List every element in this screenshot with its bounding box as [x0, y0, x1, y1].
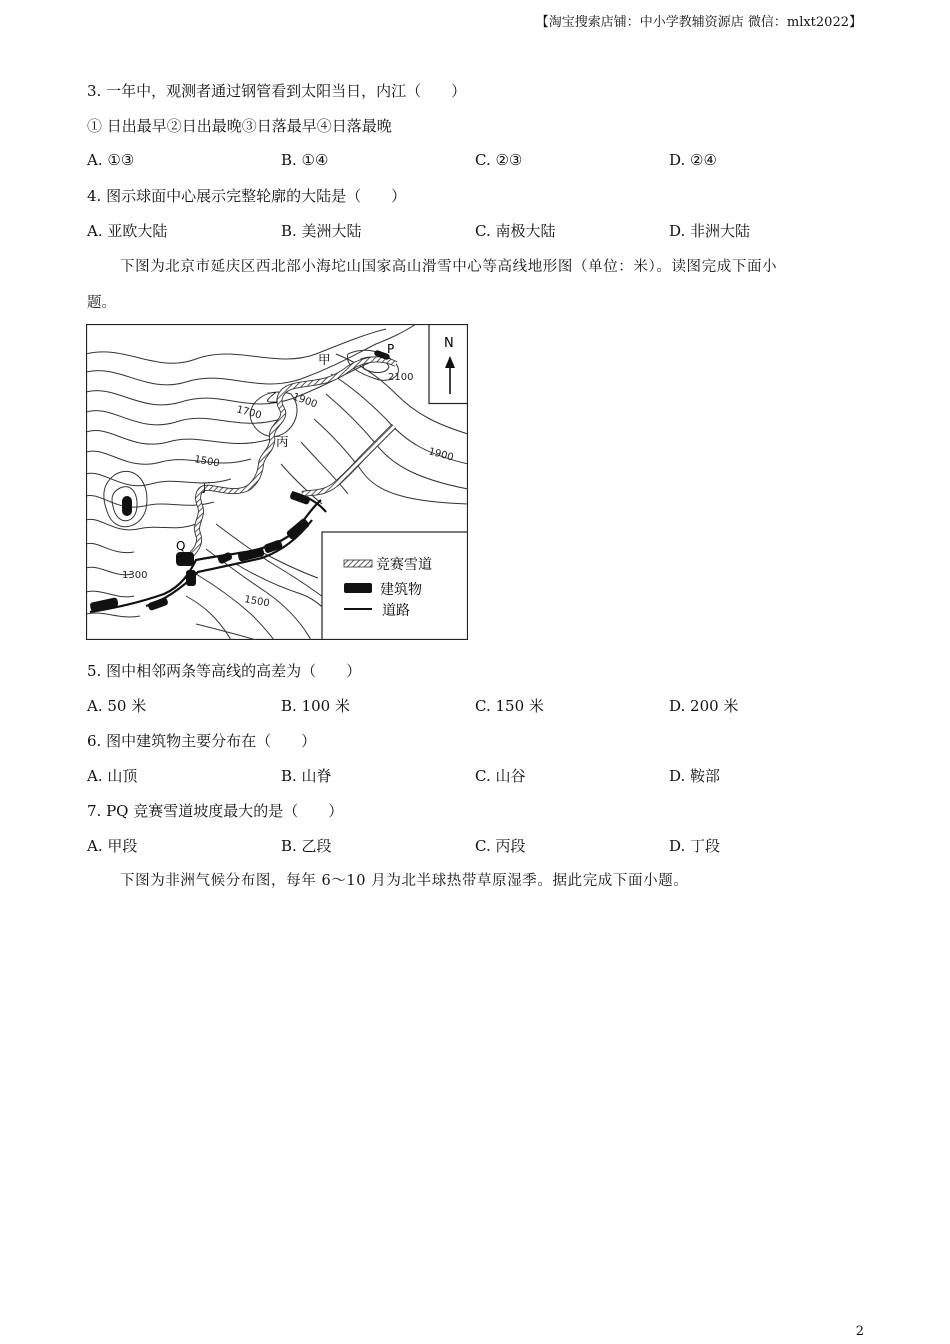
question-5-option-d[interactable]: D. 200 米 [669, 697, 739, 715]
question-3-option-d[interactable]: D. ②④ [669, 151, 717, 169]
contour-label-1700: 1700 [235, 404, 263, 422]
question-6-option-d[interactable]: D. 鞍部 [669, 767, 721, 785]
question-5-stem: 5. 图中相邻两条等高线的高差为（ ） [87, 662, 362, 680]
question-3-option-a[interactable]: A. ①③ [87, 151, 135, 169]
question-3-stem: 3. 一年中，观测者通过钢管看到太阳当日，内江（ ） [87, 82, 467, 100]
question-5-option-b[interactable]: B. 100 米 [281, 697, 350, 715]
question-5-option-c[interactable]: C. 150 米 [475, 697, 544, 715]
question-4-stem: 4. 图示球面中心展示完整轮廓的大陆是（ ） [87, 187, 407, 205]
segment-yi-label: 乙 [266, 390, 279, 405]
page-number: 2 [855, 1324, 864, 1339]
segment-ding-label: 丁 [198, 480, 211, 495]
contour-label-1900-top: 1900 [290, 391, 319, 411]
question-7-option-a[interactable]: A. 甲段 [87, 837, 138, 855]
contour-label-1500-left: 1500 [193, 454, 221, 470]
question-4-option-a[interactable]: A. 亚欧大陆 [87, 222, 168, 240]
contour-label-1900-right: 1900 [427, 446, 455, 464]
legend-building-label: 建筑物 [380, 582, 422, 598]
legend-building-swatch [344, 583, 372, 593]
question-3-option-c[interactable]: C. ②③ [475, 151, 523, 169]
contour-map [86, 324, 468, 640]
contour-label-1500-bottom: 1500 [243, 594, 271, 610]
map-intro-line-2: 题。 [87, 295, 116, 311]
point-q-label: Q [176, 539, 186, 553]
north-label: N [444, 336, 454, 351]
segment-jia-label: 甲 [318, 352, 331, 367]
question-6-option-c[interactable]: C. 山谷 [475, 767, 526, 785]
question-6-option-a[interactable]: A. 山顶 [87, 767, 138, 785]
question-7-stem: 7. PQ 竞赛雪道坡度最大的是（ ） [87, 802, 344, 820]
legend-track-swatch [344, 560, 372, 567]
question-6-option-b[interactable]: B. 山脊 [281, 767, 332, 785]
page-header: 【淘宝搜索店铺：中小学教辅资源店 微信：mlxt2022】 [535, 15, 862, 30]
africa-intro: 下图为非洲气候分布图，每年 6～10 月为北半球热带草原湿季。据此完成下面小题。 [120, 873, 689, 889]
question-6-stem: 6. 图中建筑物主要分布在（ ） [87, 732, 317, 750]
question-3-statements: ① 日出最早②日出最晚③日落最早④日落最晚 [87, 117, 392, 135]
question-4-option-b[interactable]: B. 美洲大陆 [281, 222, 362, 240]
point-p-label: P [387, 342, 395, 356]
question-7-option-c[interactable]: C. 丙段 [475, 837, 526, 855]
question-5-option-a[interactable]: A. 50 米 [87, 697, 147, 715]
question-3-option-b[interactable]: B. ①④ [281, 151, 329, 169]
segment-bing-label: 丙 [276, 434, 289, 449]
legend-track-label: 竞赛雪道 [376, 557, 432, 573]
contour-label-1300: 1300 [122, 570, 148, 581]
legend-road-label: 道路 [382, 603, 410, 619]
question-4-option-c[interactable]: C. 南极大陆 [475, 222, 556, 240]
north-arrow [429, 325, 468, 404]
question-7-option-d[interactable]: D. 丁段 [669, 837, 721, 855]
map-legend [322, 532, 468, 640]
question-4-option-d[interactable]: D. 非洲大陆 [669, 222, 751, 240]
contour-label-2100: 2100 [388, 372, 414, 383]
question-7-option-b[interactable]: B. 乙段 [281, 837, 332, 855]
map-intro-line-1: 下图为北京市延庆区西北部小海坨山国家高山滑雪中心等高线地形图（单位：米）。读图完成下面小 [120, 259, 778, 275]
